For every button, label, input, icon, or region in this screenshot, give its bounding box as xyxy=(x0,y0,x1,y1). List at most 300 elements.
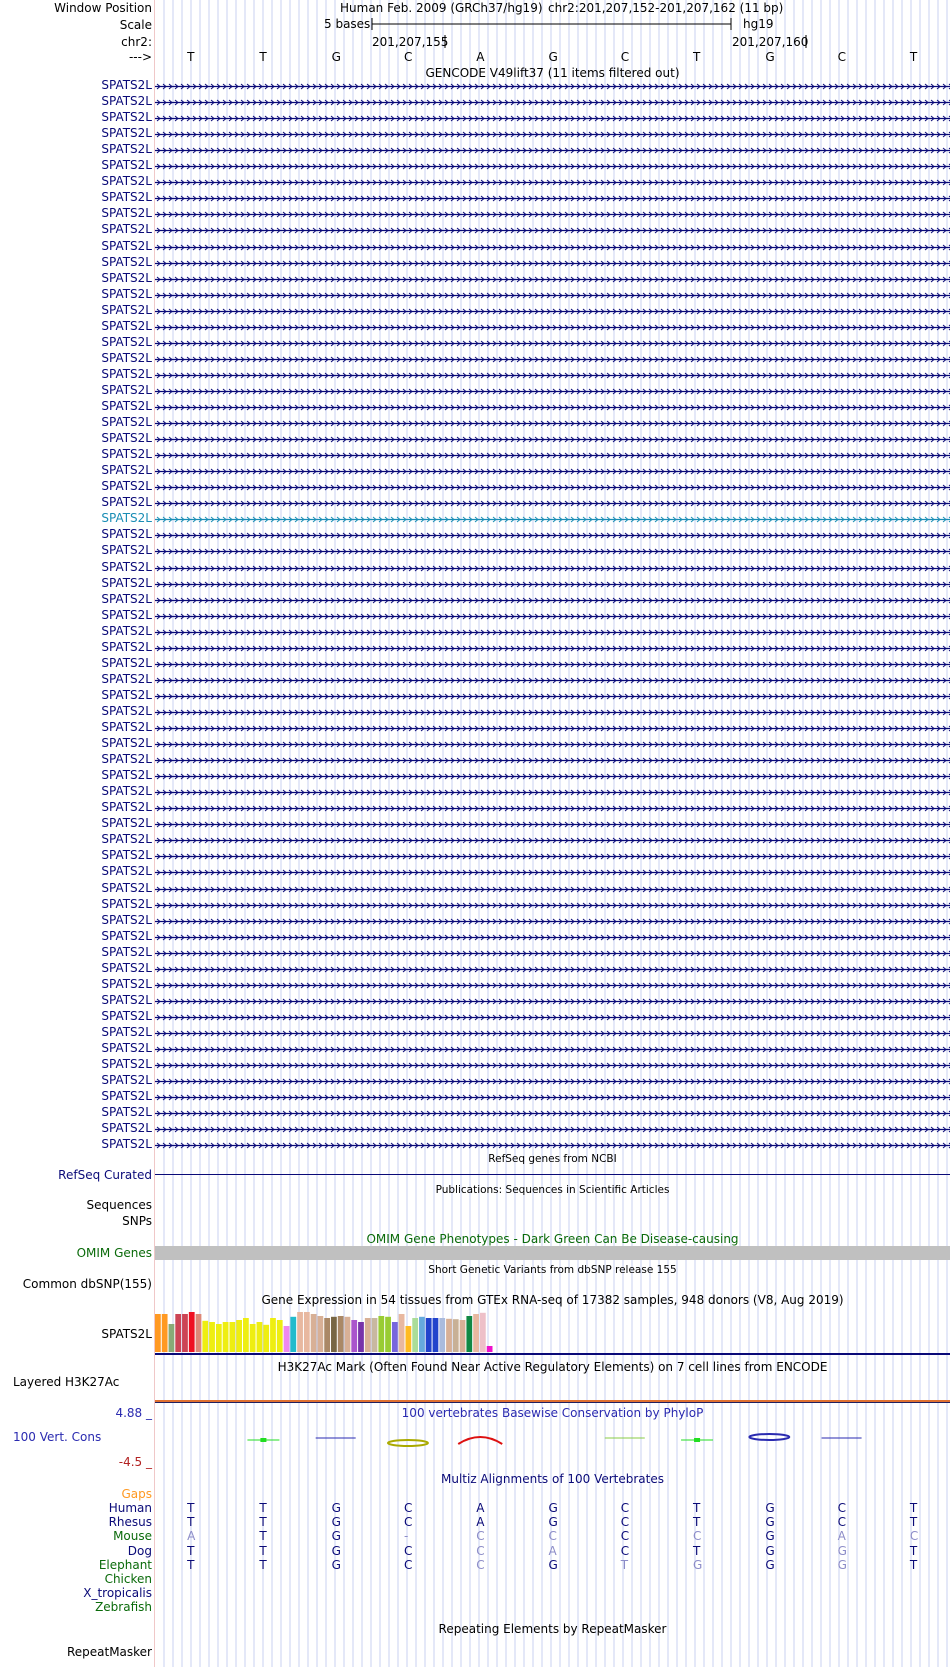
base-letter: G xyxy=(548,50,558,64)
gaps-label[interactable]: Gaps xyxy=(121,1487,152,1501)
gene-label[interactable]: SPATS2L xyxy=(101,960,152,975)
transcript[interactable] xyxy=(155,370,950,381)
gene-label[interactable]: SPATS2L xyxy=(101,896,152,911)
gtex-tissue-bar[interactable] xyxy=(175,1314,181,1352)
gene-label[interactable]: SPATS2L xyxy=(101,687,152,702)
aligned-base: T xyxy=(909,1557,918,1572)
gtex-tissue-bar[interactable] xyxy=(405,1326,411,1352)
aligned-base: A xyxy=(476,1501,485,1515)
aligned-base: G xyxy=(331,1501,341,1515)
aligned-base: T xyxy=(259,1557,267,1572)
phylop-glyph xyxy=(260,1438,266,1442)
gene-label[interactable]: SPATS2L xyxy=(101,880,152,895)
transcript[interactable] xyxy=(155,867,950,878)
transcript[interactable] xyxy=(155,338,950,349)
aligned-base: T xyxy=(909,1543,918,1558)
gtex-tissue-bar[interactable] xyxy=(392,1322,398,1352)
gene-label[interactable]: SPATS2L xyxy=(101,222,152,237)
gene-label[interactable]: SPATS2L xyxy=(101,736,152,751)
transcript[interactable] xyxy=(155,932,950,943)
gene-label[interactable]: SPATS2L xyxy=(101,575,152,590)
gene-label[interactable]: SPATS2L xyxy=(101,415,152,430)
gtex-tissue-bar[interactable] xyxy=(182,1314,188,1352)
gene-label[interactable]: SPATS2L xyxy=(101,447,152,462)
gene-label[interactable]: SPATS2L xyxy=(101,1057,152,1072)
transcript[interactable] xyxy=(155,322,950,333)
gtex-tissue-bar[interactable] xyxy=(216,1324,222,1352)
gtex-tissue-bar[interactable] xyxy=(460,1320,466,1352)
gene-label[interactable]: SPATS2L xyxy=(101,543,152,558)
species-label[interactable]: Elephant xyxy=(98,1557,152,1572)
gene-label[interactable]: SPATS2L xyxy=(101,270,152,285)
gtex-tissue-bar[interactable] xyxy=(426,1318,432,1352)
transcript[interactable] xyxy=(155,675,950,686)
aligned-base: C xyxy=(620,1529,630,1544)
transcript[interactable] xyxy=(155,996,950,1007)
transcript[interactable] xyxy=(155,1124,950,1135)
gene-label[interactable]: SPATS2L xyxy=(101,1024,152,1039)
gene-label[interactable]: SPATS2L xyxy=(101,174,152,189)
gene-label[interactable]: SPATS2L xyxy=(101,1121,152,1136)
transcript[interactable] xyxy=(155,193,950,204)
aligned-base: C xyxy=(620,1501,630,1515)
transcript[interactable] xyxy=(155,851,950,862)
gene-label[interactable]: SPATS2L xyxy=(101,1041,152,1055)
aligned-base: G xyxy=(765,1529,775,1544)
gtex-tissue-bar[interactable] xyxy=(304,1312,310,1352)
transcript[interactable] xyxy=(155,595,950,606)
gtex-tissue-bar[interactable] xyxy=(473,1314,479,1352)
gene-label[interactable]: SPATS2L xyxy=(101,495,152,510)
transcript[interactable] xyxy=(155,980,950,991)
gene-label[interactable]: SPATS2L xyxy=(101,334,152,349)
omim-title[interactable]: OMIM Gene Phenotypes - Dark Green Can Be Disease-causing xyxy=(366,1232,739,1246)
gtex-tissue-bar[interactable] xyxy=(412,1318,418,1352)
transcript[interactable] xyxy=(155,466,950,477)
gtex-tissue-bar[interactable] xyxy=(446,1319,452,1352)
gene-label[interactable]: SPATS2L xyxy=(101,286,152,301)
assembly-name: Human Feb. 2009 (GRCh37/hg19) xyxy=(340,1,543,15)
phylop-title[interactable]: 100 vertebrates Basewise Conservation by PhyloP xyxy=(401,1406,704,1420)
h3k27ac-label[interactable]: Layered H3K27Ac xyxy=(13,1375,120,1389)
base-letter: T xyxy=(693,50,701,64)
base-letter: C xyxy=(837,50,846,64)
base-letter: A xyxy=(476,50,485,64)
transcript[interactable] xyxy=(155,386,950,397)
transcript[interactable] xyxy=(155,1092,950,1103)
gene-label[interactable]: SPATS2L xyxy=(101,511,152,526)
gene-label[interactable]: SPATS2L xyxy=(101,158,152,173)
transcript[interactable] xyxy=(155,1012,950,1023)
transcript[interactable] xyxy=(155,611,950,622)
gene-label[interactable]: SPATS2L xyxy=(101,126,152,141)
gene-label[interactable]: SPATS2L xyxy=(101,912,152,927)
transcript[interactable] xyxy=(155,1140,950,1151)
base-letter: T xyxy=(909,50,918,64)
species-label[interactable]: X_tropicalis xyxy=(83,1586,152,1601)
phylop-max: 4.88 _ xyxy=(115,1406,152,1420)
gtex-tissue-bar[interactable] xyxy=(338,1316,344,1352)
refseq-label[interactable]: RefSeq Curated xyxy=(58,1168,152,1182)
base-letter: T xyxy=(187,50,195,64)
transcript[interactable] xyxy=(155,819,950,830)
gene-label[interactable]: SPATS2L xyxy=(101,1105,152,1120)
gtex-tissue-bar[interactable] xyxy=(189,1312,195,1352)
gene-label[interactable]: SPATS2L xyxy=(101,591,152,606)
phylop-min: -4.5 _ xyxy=(118,1455,152,1469)
aligned-base: T xyxy=(259,1501,267,1515)
aligned-base: T xyxy=(259,1529,267,1544)
phylop-glyph xyxy=(694,1438,700,1442)
gtex-tissue-bar[interactable] xyxy=(399,1314,405,1352)
gtex-tissue-bar[interactable] xyxy=(277,1320,283,1352)
aligned-base: T xyxy=(187,1557,195,1572)
transcript[interactable] xyxy=(155,1028,950,1039)
gene-label[interactable]: SPATS2L xyxy=(101,190,152,205)
transcript[interactable] xyxy=(155,723,950,734)
gene-label[interactable]: SPATS2L xyxy=(101,768,152,783)
gtex-tissue-bar[interactable] xyxy=(155,1314,161,1352)
gene-label[interactable]: SPATS2L xyxy=(101,976,152,991)
aligned-base: G xyxy=(765,1543,775,1558)
aligned-base: G xyxy=(331,1557,341,1572)
transcript[interactable] xyxy=(155,113,950,124)
transcript[interactable] xyxy=(155,530,950,541)
h3k27ac-baseline xyxy=(155,1402,950,1403)
gtex-tissue-bar[interactable] xyxy=(466,1316,472,1352)
transcript[interactable] xyxy=(155,258,950,269)
gene-label[interactable]: SPATS2L xyxy=(101,784,152,799)
gtex-tissue-bar[interactable] xyxy=(169,1324,175,1352)
gtex-tissue-bar[interactable] xyxy=(345,1317,351,1352)
aligned-base: G xyxy=(765,1515,775,1530)
transcript[interactable] xyxy=(155,1108,950,1119)
gene-label[interactable]: SPATS2L xyxy=(101,382,152,397)
gene-label[interactable]: SPATS2L xyxy=(101,431,152,446)
gene-label[interactable]: SPATS2L xyxy=(101,206,152,221)
phylop-glyph xyxy=(458,1437,502,1444)
gtex-tissue-bar[interactable] xyxy=(331,1317,337,1352)
transcript[interactable] xyxy=(155,145,950,156)
transcript[interactable] xyxy=(155,563,950,574)
gene-label[interactable]: SPATS2L xyxy=(101,832,152,847)
transcript[interactable] xyxy=(155,177,950,188)
gtex-tissue-bar[interactable] xyxy=(297,1312,303,1352)
gene-label[interactable]: SPATS2L xyxy=(101,1008,152,1023)
aligned-base: G xyxy=(331,1515,341,1530)
gtex-tissue-bar[interactable] xyxy=(202,1321,208,1352)
base-letter: G xyxy=(331,50,341,64)
transcript[interactable] xyxy=(155,627,950,638)
aligned-base: G xyxy=(331,1529,341,1544)
transcript[interactable] xyxy=(155,964,950,975)
species-label[interactable]: Chicken xyxy=(104,1572,152,1586)
gtex-bar-chart[interactable] xyxy=(155,1305,950,1357)
gene-label[interactable]: SPATS2L xyxy=(101,94,152,109)
aligned-base: A xyxy=(187,1529,196,1544)
aligned-base: T xyxy=(187,1501,195,1515)
h3k27ac-title[interactable]: H3K27Ac Mark (Often Found Near Active Regulatory Elements) on 7 cell lines from ENCODE xyxy=(277,1360,828,1374)
gtex-tissue-bar[interactable] xyxy=(311,1314,317,1352)
gtex-title[interactable]: Gene Expression in 54 tissues from GTEx RNA-seq of 17382 samples, 948 donors (V8, Aug 2019) xyxy=(261,1293,844,1307)
aligned-base: C xyxy=(909,1529,919,1544)
aligned-base: T xyxy=(693,1543,701,1558)
aligned-base: C xyxy=(837,1515,846,1530)
transcript[interactable] xyxy=(155,546,950,557)
gtex-tissue-bar[interactable] xyxy=(487,1346,493,1352)
gtex-tissue-bar[interactable] xyxy=(196,1314,202,1352)
transcript[interactable] xyxy=(155,306,950,317)
aligned-base: - xyxy=(403,1529,409,1544)
transcript[interactable] xyxy=(155,643,950,654)
gtex-tissue-bar[interactable] xyxy=(372,1318,378,1352)
gene-label[interactable]: SPATS2L xyxy=(101,238,152,253)
aligned-base: G xyxy=(548,1557,558,1572)
gtex-tissue-bar[interactable] xyxy=(229,1322,235,1352)
gtex-tissue-bar[interactable] xyxy=(317,1316,323,1352)
phylop-glyph xyxy=(388,1440,428,1446)
phylop-glyph xyxy=(749,1434,789,1440)
gencode-title[interactable]: GENCODE V49lift37 (11 items filtered out) xyxy=(425,66,680,80)
omim-bar[interactable] xyxy=(155,1246,950,1260)
transcript[interactable] xyxy=(155,707,950,718)
gtex-tissue-bar[interactable] xyxy=(324,1318,330,1352)
gene-label[interactable]: SPATS2L xyxy=(101,864,152,879)
gtex-tissue-bar[interactable] xyxy=(284,1326,290,1352)
transcript[interactable] xyxy=(155,418,950,429)
scale-text: 5 bases xyxy=(324,17,371,31)
transcript[interactable] xyxy=(155,900,950,911)
transcript[interactable] xyxy=(155,81,950,92)
gene-label[interactable]: SPATS2L xyxy=(101,142,152,157)
gene-label[interactable]: SPATS2L xyxy=(101,78,152,92)
transcript[interactable] xyxy=(155,1044,950,1055)
gtex-tissue-bar[interactable] xyxy=(243,1318,249,1352)
transcript[interactable] xyxy=(155,450,950,461)
base-letter: C xyxy=(403,50,413,64)
aligned-base: G xyxy=(693,1557,703,1572)
aligned-base: C xyxy=(403,1515,413,1530)
aligned-base: C xyxy=(837,1501,846,1515)
gtex-tissue-bar[interactable] xyxy=(480,1313,486,1352)
gene-label[interactable]: SPATS2L xyxy=(101,992,152,1007)
transcript[interactable] xyxy=(155,884,950,895)
dbsnp-title[interactable]: Short Genetic Variants from dbSNP release 155 xyxy=(428,1264,677,1276)
gtex-tissue-bar[interactable] xyxy=(378,1316,384,1352)
gene-label[interactable]: SPATS2L xyxy=(101,944,152,959)
gene-label[interactable]: SPATS2L xyxy=(101,703,152,718)
aligned-base: C xyxy=(403,1501,413,1515)
gtex-tissue-bar[interactable] xyxy=(365,1318,371,1352)
aligned-base: C xyxy=(403,1543,413,1558)
aligned-base: T xyxy=(259,1515,267,1530)
aligned-base: G xyxy=(548,1515,558,1530)
gtex-tissue-bar[interactable] xyxy=(270,1318,276,1352)
gene-label[interactable]: SPATS2L xyxy=(101,318,152,333)
aligned-base: C xyxy=(620,1515,630,1530)
aligned-base: T xyxy=(909,1501,918,1515)
gtex-tissue-bar[interactable] xyxy=(358,1322,364,1352)
transcript[interactable] xyxy=(155,803,950,814)
refseq-line[interactable] xyxy=(155,1174,950,1175)
transcript[interactable] xyxy=(155,97,950,108)
gtex-tissue-bar[interactable] xyxy=(290,1317,296,1352)
gene-label[interactable]: SPATS2L xyxy=(101,639,152,654)
transcript[interactable] xyxy=(155,1076,950,1087)
gtex-tissue-bar[interactable] xyxy=(351,1320,357,1352)
aligned-base: G xyxy=(837,1543,847,1558)
gtex-tissue-bar[interactable] xyxy=(453,1319,459,1352)
transcript[interactable] xyxy=(155,434,950,445)
repeatmasker-label[interactable]: RepeatMasker xyxy=(66,1645,152,1659)
chrom-label: chr2: xyxy=(121,35,152,49)
transcript[interactable] xyxy=(155,209,950,220)
gene-label[interactable]: SPATS2L xyxy=(101,607,152,622)
aligned-base: T xyxy=(187,1543,195,1558)
species-label[interactable]: Human xyxy=(108,1501,152,1515)
gene-label[interactable]: SPATS2L xyxy=(101,463,152,478)
gtex-tissue-bar[interactable] xyxy=(433,1318,439,1352)
gene-label[interactable]: SPATS2L xyxy=(101,110,152,125)
transcript[interactable] xyxy=(155,129,950,140)
omim-label[interactable]: OMIM Genes xyxy=(76,1246,152,1260)
gtex-tissue-bar[interactable] xyxy=(257,1322,263,1352)
refseq-title[interactable]: RefSeq genes from NCBI xyxy=(488,1153,617,1165)
species-label[interactable]: Rhesus xyxy=(108,1515,152,1530)
gene-label[interactable]: SPATS2L xyxy=(101,752,152,767)
db-label: hg19 xyxy=(743,17,774,31)
phylop-label[interactable]: 100 Vert. Cons xyxy=(13,1430,102,1444)
transcript[interactable] xyxy=(155,161,950,172)
transcript[interactable] xyxy=(155,290,950,301)
transcript[interactable] xyxy=(155,916,950,927)
gtex-tissue-bar[interactable] xyxy=(439,1318,445,1352)
transcript[interactable] xyxy=(155,755,950,766)
gene-label[interactable]: SPATS2L xyxy=(101,399,152,413)
gene-label[interactable]: SPATS2L xyxy=(101,254,152,269)
gtex-label[interactable]: SPATS2L xyxy=(101,1327,152,1341)
gtex-tissue-bar[interactable] xyxy=(385,1317,391,1352)
gene-label[interactable]: SPATS2L xyxy=(101,720,152,734)
transcript[interactable] xyxy=(155,787,950,798)
coord-left: 201,207,155 xyxy=(372,35,449,49)
transcript[interactable] xyxy=(155,274,950,285)
aligned-base: G xyxy=(837,1557,847,1572)
repeatmasker-title[interactable]: Repeating Elements by RepeatMasker xyxy=(438,1622,667,1636)
gene-label[interactable]: SPATS2L xyxy=(101,623,152,638)
aligned-base: C xyxy=(403,1557,413,1572)
species-label[interactable]: Zebrafish xyxy=(95,1600,152,1615)
strand-label: ---> xyxy=(128,50,152,64)
transcript[interactable] xyxy=(155,771,950,782)
multiz-title[interactable]: Multiz Alignments of 100 Vertebrates xyxy=(440,1472,665,1486)
transcript[interactable] xyxy=(155,514,950,525)
transcript[interactable] xyxy=(155,354,950,365)
aligned-base: A xyxy=(548,1543,557,1558)
base-letter: C xyxy=(620,50,630,64)
transcript[interactable] xyxy=(155,1060,950,1071)
aligned-base: G xyxy=(765,1501,775,1515)
gtex-tissue-bar[interactable] xyxy=(223,1322,229,1352)
species-label[interactable]: Dog xyxy=(127,1543,152,1558)
aligned-base: G xyxy=(765,1557,775,1572)
aligned-base: A xyxy=(837,1529,846,1544)
gene-label[interactable]: SPATS2L xyxy=(101,302,152,317)
gene-label[interactable]: SPATS2L xyxy=(101,479,152,494)
aligned-base: T xyxy=(693,1501,701,1515)
gtex-tissue-bar[interactable] xyxy=(419,1317,425,1352)
gene-label[interactable]: SPATS2L xyxy=(101,848,152,863)
transcript[interactable] xyxy=(155,498,950,509)
transcript[interactable] xyxy=(155,402,950,413)
gtex-tissue-bar[interactable] xyxy=(236,1320,242,1352)
sequences-label[interactable]: Sequences xyxy=(86,1198,152,1212)
aligned-base: T xyxy=(620,1557,629,1572)
aligned-base: C xyxy=(476,1529,485,1544)
aligned-base: C xyxy=(476,1557,485,1572)
gene-label[interactable]: SPATS2L xyxy=(101,1137,152,1152)
window-position-label: Window Position xyxy=(54,1,152,15)
gene-label[interactable]: SPATS2L xyxy=(101,816,152,831)
aligned-base: T xyxy=(259,1543,267,1558)
transcript[interactable] xyxy=(155,242,950,253)
aligned-base: T xyxy=(909,1515,918,1530)
transcript[interactable] xyxy=(155,948,950,959)
transcript[interactable] xyxy=(155,835,950,846)
transcript[interactable] xyxy=(155,691,950,702)
aligned-base: T xyxy=(693,1515,701,1530)
gene-label[interactable]: SPATS2L xyxy=(101,1073,152,1088)
dbsnp-label[interactable]: Common dbSNP(155) xyxy=(22,1277,152,1291)
gtex-tissue-bar[interactable] xyxy=(162,1314,168,1352)
coord-right: 201,207,160 xyxy=(732,35,809,49)
aligned-base: C xyxy=(620,1543,630,1558)
aligned-base: C xyxy=(693,1529,702,1544)
gtex-tissue-bar[interactable] xyxy=(209,1322,215,1352)
phylop-glyphs[interactable] xyxy=(155,1430,950,1460)
species-label[interactable]: Mouse xyxy=(113,1529,152,1544)
gene-label[interactable]: SPATS2L xyxy=(101,527,152,542)
gene-label[interactable]: SPATS2L xyxy=(101,350,152,365)
transcript[interactable] xyxy=(155,482,950,493)
scale-label: Scale xyxy=(119,18,152,32)
aligned-base: G xyxy=(548,1501,558,1515)
aligned-base: T xyxy=(187,1515,195,1530)
base-letter: T xyxy=(259,50,267,64)
aligned-base: C xyxy=(548,1529,557,1544)
gene-label[interactable]: SPATS2L xyxy=(101,655,152,670)
transcript[interactable] xyxy=(155,579,950,590)
transcript[interactable] xyxy=(155,739,950,750)
aligned-base: C xyxy=(476,1543,485,1558)
gtex-tissue-bar[interactable] xyxy=(250,1324,256,1352)
aligned-base: A xyxy=(476,1515,485,1530)
snps-label[interactable]: SNPs xyxy=(122,1214,152,1228)
gene-label[interactable]: SPATS2L xyxy=(101,800,152,815)
aligned-base: G xyxy=(331,1543,341,1558)
transcript[interactable] xyxy=(155,659,950,670)
base-letter: G xyxy=(765,50,775,64)
gene-label[interactable]: SPATS2L xyxy=(101,559,152,574)
position-range[interactable]: chr2:201,207,152-201,207,162 (11 bp) xyxy=(548,1,784,15)
gene-label[interactable]: SPATS2L xyxy=(101,366,152,381)
gtex-tissue-bar[interactable] xyxy=(263,1325,269,1352)
gene-label[interactable]: SPATS2L xyxy=(101,928,152,943)
publications-title[interactable]: Publications: Sequences in Scientific Articles xyxy=(435,1184,670,1196)
gene-label[interactable]: SPATS2L xyxy=(101,671,152,686)
transcript[interactable] xyxy=(155,225,950,236)
gene-label[interactable]: SPATS2L xyxy=(101,1089,152,1104)
